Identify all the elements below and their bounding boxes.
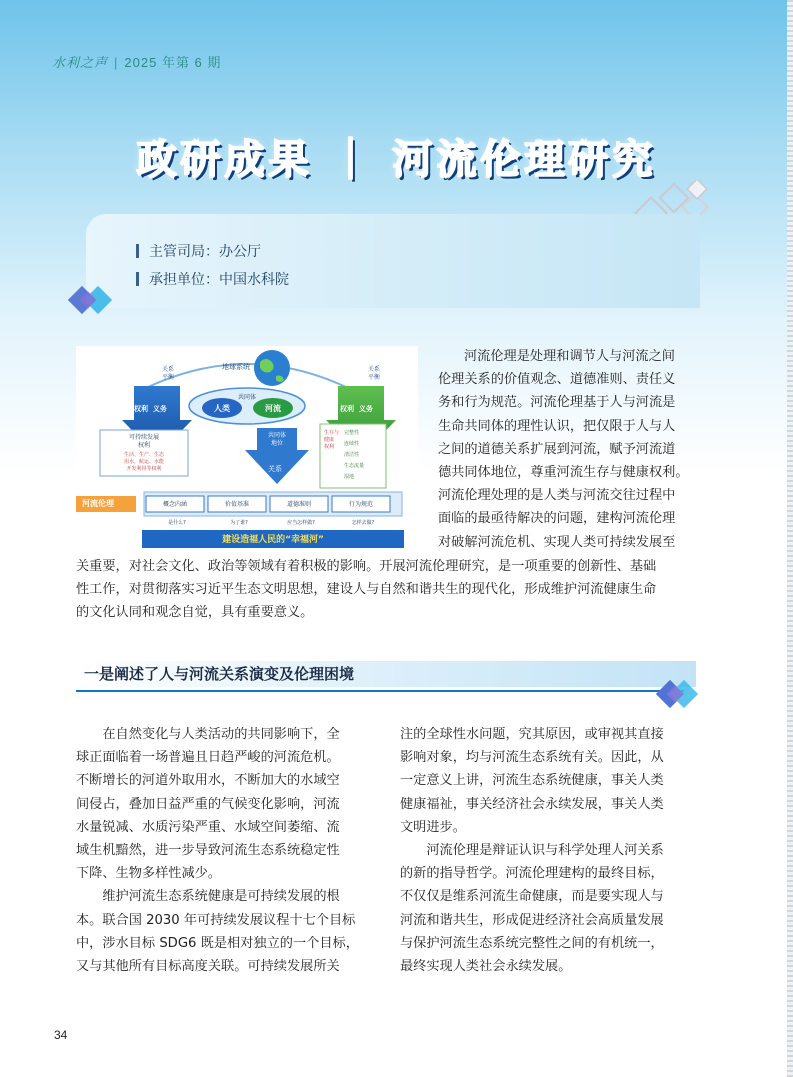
intro-paragraph-full — [76, 555, 656, 625]
body-line: 域生机黯然，进一步导致河流生态系统稳定性 — [76, 843, 340, 859]
body-line: 不断增长的河道外取用水，不断加大的水域空 — [76, 773, 340, 789]
relation-label: 关系 — [268, 465, 282, 473]
section-heading: 一是阐述了人与河流关系演变及伦理困境 — [84, 665, 355, 683]
diamond-decoration-banner — [66, 280, 126, 320]
body-line: 球正面临着一场普遍且日趋严峻的河流危机。 — [76, 750, 340, 766]
body-line: 维护河流生态系统健康是可持续发展的根 — [76, 889, 340, 905]
rights-item-1: 完整性 — [344, 430, 360, 436]
sustainable-detail-3: 开发利用等权利 — [126, 466, 162, 472]
header-separator: | — [114, 55, 119, 70]
body-line: 与保护河流生态系统完整性之间的有机统一， — [400, 935, 664, 951]
ethics-label: 河流伦理 — [82, 499, 114, 508]
intro-line: 河流伦理处理的是人类与河流交往过程中 — [438, 488, 676, 504]
sustainable-detail-2: 用水，航运、水能 — [123, 459, 164, 465]
intro-line: 生命共同体的理性认识，把仅限于人与人 — [438, 418, 676, 434]
intro-line: 伦理关系的价值观念、道德准则、责任义 — [438, 372, 676, 388]
coexist-2: 地位 — [270, 440, 283, 447]
body-line: 不仅仅是维系河流生命健康，而是要实现人与 — [400, 889, 664, 905]
rights-detail-2: 健康 — [324, 437, 335, 443]
left-arrow-label: 权利 义务 — [134, 405, 167, 413]
slogan-2: 为了谁? — [230, 520, 248, 526]
rights-item-5: 湿地 — [344, 474, 355, 480]
body-line: 影响对象，均与河流生态系统有关。因此，从 — [400, 750, 664, 766]
sustainable-1: 可持续发展 — [128, 434, 159, 441]
bottom-banner-text: 建设造福人民的“幸福河” — [222, 535, 324, 545]
slogan-4: 怎样去做? — [351, 520, 375, 526]
intro-line: 德共同体地位，尊重河流生存与健康权利。 — [438, 465, 689, 481]
intro-line: 河流伦理是处理和调节人与河流之间 — [464, 349, 675, 364]
banner-department-text: 主管司局：办公厅 — [149, 244, 261, 260]
body-line: 又与其他所有目标高度关联。可持续发展所关 — [76, 959, 340, 975]
body-line: 的新的指导哲学。河流伦理建构的最终目标， — [400, 866, 664, 882]
body-line: 下降、生物多样性减少。 — [76, 866, 222, 882]
section-rule — [76, 690, 684, 692]
right-relation-2: 平衡 — [368, 374, 381, 381]
body-line: 间侵占，叠加日益严重的气候变化影响，河流 — [76, 796, 340, 812]
banner-bar — [136, 244, 139, 258]
community-label: 共同体 — [238, 394, 257, 401]
ethics-box-4: 行为规范 — [348, 501, 373, 508]
rights-detail-3: 权利 — [324, 444, 335, 450]
body-line: 一定意义上讲，河流生态系统健康，事关人类 — [400, 773, 664, 789]
body-line: 注的全球性水问题，究其原因，或审视其直接 — [400, 727, 664, 742]
left-column — [76, 723, 359, 978]
coexist-1: 共同体 — [267, 432, 286, 439]
ethics-box-3: 道德准则 — [286, 501, 311, 508]
river-label: 河流 — [265, 404, 281, 413]
intro-full-line: 性工作，对贯彻落实习近平生态文明思想，建设人与自然和谐共生的现代化，形成维护河流健康生命 — [76, 582, 657, 598]
sustainable-2: 权利 — [137, 442, 150, 449]
rights-detail-1: 生存与 — [324, 430, 340, 436]
intro-full-line: 关重要，对社会文化、政治等领域有着积极的影响。开展河流伦理研究，是一项重要的创新性、基础 — [76, 559, 657, 574]
right-arrow-label: 权利 义务 — [340, 405, 373, 413]
left-relation-2: 平衡 — [162, 374, 175, 381]
body-line: 在自然变化与人类活动的共同影响下，全 — [76, 727, 340, 742]
intro-line: 面临的最亟待解决的问题，建构河流伦理 — [438, 511, 676, 527]
body-line: 中，涉水目标 SDG6 既是相对独立的一个目标， — [76, 935, 359, 951]
rights-item-4: 生态流量 — [344, 463, 365, 469]
ethics-box-1: 概念内涵 — [162, 501, 187, 508]
body-line: 水量锐减、水质污染严重、水域空间萎缩、流 — [76, 819, 340, 835]
rights-item-2: 连续性 — [344, 441, 360, 447]
river-ethics-diagram — [76, 346, 418, 553]
intro-full-line: 的文化认同和观念自觉，具有重要意义。 — [76, 605, 314, 621]
body-line: 河流和谐共生，形成促进经济社会高质量发展 — [400, 912, 664, 928]
ethics-box-2: 价值基准 — [224, 501, 249, 508]
body-line: 最终实现人类社会永续发展。 — [400, 959, 572, 975]
info-banner — [86, 214, 700, 308]
banner-bar — [136, 272, 139, 286]
journal-header — [52, 52, 221, 71]
body-line: 健康福祉，事关经济社会永续发展，事关人类 — [400, 796, 664, 812]
intro-line: 对破解河流危机、实现人类可持续发展至 — [438, 534, 676, 550]
intro-paragraph-side — [438, 345, 689, 554]
right-column — [400, 723, 664, 978]
right-relation-1: 关系 — [368, 366, 381, 373]
earth-system-label: 地球系统 — [222, 363, 250, 371]
diamond-decoration-section — [652, 674, 708, 714]
humans-label: 人类 — [214, 404, 230, 413]
page-title: 政研成果 ｜ 河流伦理研究 — [136, 137, 657, 183]
slogan-1: 是什么? — [168, 520, 186, 526]
banner-unit-text: 承担单位：中国水科院 — [149, 272, 289, 288]
page-number: 34 — [54, 1028, 68, 1042]
intro-line: 之间的道德关系扩展到河流，赋予河流道 — [438, 441, 676, 457]
rights-item-3: 清洁性 — [344, 452, 360, 458]
body-line: 本。联合国 2030 年可持续发展议程十七个目标 — [76, 912, 356, 928]
sustainable-detail-1: 生活、生产、生态 — [123, 452, 164, 458]
body-line: 河流伦理是辩证认识与科学处理人河关系 — [400, 843, 664, 859]
slogan-3: 应当怎样做? — [287, 520, 315, 526]
journal-name: 水利之声 — [52, 56, 109, 71]
intro-line: 务和行为规范。河流伦理基于人与河流是 — [438, 395, 676, 411]
banner-unit — [136, 269, 289, 289]
journal-issue: 2025 年第 6 期 — [124, 55, 222, 70]
body-line: 文明进步。 — [400, 819, 466, 835]
left-relation-1: 关系 — [162, 366, 175, 373]
banner-department — [136, 241, 261, 261]
